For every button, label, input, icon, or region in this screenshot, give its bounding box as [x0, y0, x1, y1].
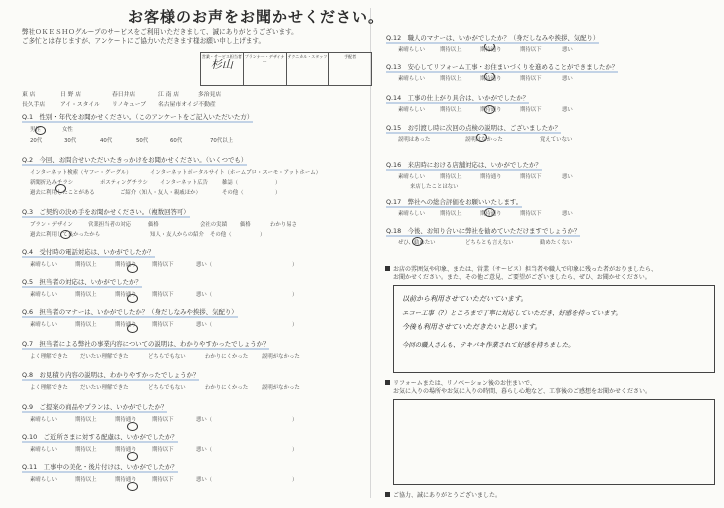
- answer-mark: [127, 482, 138, 491]
- question-9-option[interactable]: 期待以下: [152, 417, 174, 423]
- question-8-option[interactable]: どちらでもない: [148, 385, 186, 391]
- handwritten-comment-line: エコー工事（?）ところまで丁寧に対応していただき、好感を持っています。: [402, 309, 622, 317]
- question-14-option[interactable]: 期待以上: [440, 107, 462, 113]
- question-6-label: Q.6 担当者のマナーは、いかがでしたか？（身だしなみや挨拶、気配り）: [22, 308, 238, 316]
- question-1-option[interactable]: 女性: [62, 127, 73, 133]
- question-10-option[interactable]: 悪い（: [196, 447, 213, 453]
- question-8-option[interactable]: わかりにくかった: [205, 385, 249, 391]
- question-17-option[interactable]: 悪い: [562, 211, 573, 217]
- question-7-label: Q.7 担当者による弊社の事業内容についての説明は、わかりやすかったでしょうか？: [22, 340, 270, 348]
- question-1-option[interactable]: 男性: [30, 127, 41, 133]
- question-7-option[interactable]: わかりにくかった: [205, 354, 249, 360]
- comment-box-2-heading: リフォームまたは、リノベーション後のお住まいで、 お気に入りの場所やお気に入りの時間、暮らし心地など、工事後のご感想をお聞かせください。: [385, 380, 651, 396]
- question-17-option[interactable]: 素晴らしい: [398, 211, 425, 217]
- question-15-label: Q.15 お引渡し時に次回の点検の説明は、ございましたか？: [386, 124, 561, 132]
- intro-line: ご多忙とは存じますが、アンケートにご協力いただきます様お願い申し上げます。: [22, 37, 266, 45]
- question-14-option[interactable]: 期待以下: [520, 107, 542, 113]
- question-14-option[interactable]: 素晴らしい: [398, 107, 425, 113]
- question-3-option[interactable]: 過去に利用して良かったから: [30, 232, 101, 238]
- question-9-option[interactable]: 期待以上: [75, 417, 97, 423]
- question-8-option[interactable]: 説明がなかった: [262, 385, 300, 391]
- question-2-option[interactable]: インターネット広告: [160, 180, 209, 186]
- question-10-option[interactable]: 素晴らしい: [30, 447, 57, 453]
- question-13-label: Q.13 安心してリフォーム工事・お住まいづくりを進めることができましたか？: [386, 63, 619, 71]
- question-14-option[interactable]: 悪い: [562, 107, 573, 113]
- question-4-option[interactable]: 期待以下: [152, 262, 174, 268]
- question-3-option[interactable]: ）: [260, 232, 266, 238]
- question-11-option[interactable]: 期待以下: [152, 477, 174, 483]
- question-12-option[interactable]: 期待以下: [520, 47, 542, 53]
- question-11-label: Q.11 工事中の美化・後片付けは、いかがでしたか？: [22, 463, 178, 471]
- question-8-label: Q.8 お見積り内容の説明は、わかりやすかったでしょうか？: [22, 371, 200, 379]
- question-5-option[interactable]: 素晴らしい: [30, 292, 57, 298]
- question-12-option[interactable]: 期待以上: [440, 47, 462, 53]
- question-17-label: Q.17 弊社への総合評価をお願いいたします。: [386, 198, 523, 206]
- question-3-option[interactable]: わかり易さ: [270, 222, 297, 228]
- question-1-option[interactable]: 20代: [30, 138, 43, 144]
- question-9-option[interactable]: 期待通り: [115, 417, 137, 423]
- question-3-label: Q.3 ご契約の決め手をお聞かせください。（複数回答可）: [22, 208, 190, 216]
- question-7-option[interactable]: 説明がなかった: [262, 354, 300, 360]
- question-14-label: Q.14 工事の仕上がり具合は、いかがでしたか？: [386, 94, 530, 102]
- question-10-option[interactable]: ）: [292, 447, 298, 453]
- stamp-cell: 手配者: [344, 54, 357, 59]
- intro-line: 弊社ＯＫＥＳＨＯグループのサービスをご利用いただきまして、誠にありがとうございます。: [22, 28, 298, 36]
- question-4-option[interactable]: 悪い（: [196, 262, 213, 268]
- question-2-option[interactable]: ポスティングチラシ: [100, 180, 148, 186]
- question-8-option[interactable]: よく理解できた: [30, 385, 68, 391]
- answer-mark: [127, 452, 138, 461]
- question-9-option[interactable]: 素晴らしい: [30, 417, 57, 423]
- question-1-option[interactable]: 50代: [136, 138, 149, 144]
- question-18-option[interactable]: 勧めたくない: [540, 240, 573, 246]
- question-16-option[interactable]: 期待以上: [440, 174, 462, 180]
- question-10-option[interactable]: 期待以上: [75, 447, 97, 453]
- question-15-option[interactable]: 覚えていない: [540, 137, 573, 143]
- question-11-option[interactable]: 悪い（: [196, 477, 213, 483]
- question-11-option[interactable]: ）: [292, 477, 298, 483]
- intro-text: [22, 28, 298, 46]
- question-5-option[interactable]: 悪い（: [196, 292, 213, 298]
- question-1-label: Q.1 性別・年代をお聞かせください。（このアンケートをご記入いただいた方）: [22, 113, 254, 121]
- question-4-option[interactable]: ）: [292, 262, 298, 268]
- question-1-option[interactable]: 30代: [64, 138, 77, 144]
- question-2-option[interactable]: ご紹介（知人・友人・親戚ほか）: [120, 190, 201, 196]
- thanks-footer: ご協力、誠にありがとうございました。: [385, 490, 501, 499]
- question-8-option[interactable]: だいたい理解できた: [80, 385, 129, 391]
- question-10-label: Q.10 ご近所さまに対する配慮は、いかがでしたか？: [22, 433, 178, 441]
- question-16-label: Q.16 来店時における店舗対応は、いかがでしたか？: [386, 161, 542, 169]
- question-16-option[interactable]: 期待通り: [480, 174, 502, 180]
- question-3-option[interactable]: 会社の実績: [200, 222, 227, 228]
- staff-stamp-table: [200, 52, 372, 86]
- question-2-label: Q.2 今回、お問合せいただいたきっかけをお聞かせください。（いくつでも）: [22, 156, 248, 164]
- question-6-option[interactable]: 期待以下: [152, 322, 174, 328]
- question-9-label: Q.9 ご提案の商品やプランは、いかがでしたか？: [22, 403, 168, 411]
- question-12-option[interactable]: 期待通り: [480, 47, 502, 53]
- question-18-label: Q.18 今後、お知り合いに弊社を勧めていただけますでしょうか？: [386, 227, 581, 235]
- question-17-option[interactable]: 期待通り: [480, 211, 502, 217]
- answer-mark: [127, 422, 138, 431]
- question-2-option[interactable]: 雑誌（: [222, 180, 239, 186]
- question-7-option[interactable]: だいたい理解できた: [80, 354, 129, 360]
- question-5-option[interactable]: ）: [292, 292, 298, 298]
- question-10-option[interactable]: 期待以下: [152, 447, 174, 453]
- question-1-option[interactable]: 40代: [100, 138, 113, 144]
- stamp-cell: 営業・サービス担当者 杉山: [201, 53, 244, 85]
- question-16-option[interactable]: 期待以下: [520, 174, 542, 180]
- question-17-option[interactable]: 期待以下: [520, 211, 542, 217]
- stamp-cell: プランナー・デザイナー: [244, 53, 287, 85]
- question-2-option[interactable]: ）: [275, 190, 281, 196]
- question-16-option[interactable]: 悪い: [562, 174, 573, 180]
- question-13-option[interactable]: 期待以下: [520, 76, 542, 82]
- question-2-option[interactable]: その他（: [222, 190, 244, 196]
- question-4-label: Q.4 受付時の電話対応は、いかがでしたか？: [22, 248, 155, 256]
- question-10-option[interactable]: 期待通り: [115, 447, 137, 453]
- question-2-option[interactable]: 新聞折込みチラシ: [30, 180, 74, 186]
- question-16-option[interactable]: 来店したことはない: [410, 184, 459, 190]
- question-4-option[interactable]: 期待通り: [115, 262, 137, 268]
- question-13-option[interactable]: 悪い: [562, 76, 573, 82]
- handwritten-comment-line: 今後も利用させていただきたいと思います。: [402, 323, 542, 331]
- question-1-option[interactable]: 60代: [170, 138, 183, 144]
- question-3-option[interactable]: 知人・友人からの紹介: [150, 232, 204, 238]
- question-11-option[interactable]: 期待以上: [75, 477, 97, 483]
- question-17-option[interactable]: 期待以上: [440, 211, 462, 217]
- question-9-option[interactable]: ）: [292, 417, 298, 423]
- question-3-option[interactable]: 価格: [240, 222, 251, 228]
- handwritten-comment-line: 以前から利用させていただいています。: [402, 295, 528, 303]
- question-5-label: Q.5 担当者の対応は、いかがでしたか？: [22, 278, 142, 286]
- question-7-option[interactable]: よく理解できた: [30, 354, 68, 360]
- question-2-option[interactable]: 過去に利用したことがある: [30, 190, 95, 196]
- question-15-option[interactable]: 説明はあった: [398, 137, 431, 143]
- question-5-option[interactable]: 期待以下: [152, 292, 174, 298]
- question-12-option[interactable]: 悪い: [562, 47, 573, 53]
- question-11-option[interactable]: 期待通り: [115, 477, 137, 483]
- question-14-option[interactable]: 期待通り: [480, 107, 502, 113]
- question-11-option[interactable]: 素晴らしい: [30, 477, 57, 483]
- question-2-option[interactable]: ）: [275, 180, 281, 186]
- comment-box-2[interactable]: [393, 399, 715, 485]
- question-2-option[interactable]: インターネット検索（ヤフー・グーグル）: [30, 170, 132, 176]
- question-6-option[interactable]: 期待以上: [75, 322, 97, 328]
- handwritten-comment-line: 今回の職人さんも、テキパキ作業されて好感を持ちました。: [402, 341, 575, 349]
- question-1-option[interactable]: 70代以上: [210, 138, 234, 144]
- question-3-option[interactable]: 営業担当者の対応: [88, 222, 132, 228]
- question-4-option[interactable]: 期待以上: [75, 262, 97, 268]
- question-9-option[interactable]: 悪い（: [196, 417, 213, 423]
- question-12-option[interactable]: 素晴らしい: [398, 47, 425, 53]
- area-checklist: 東 店 日 野 店 春日井店 江 南 店 多治見店 長久手店 アイ・スタイル リノキューブ 名古屋市オイジ不動産: [22, 92, 222, 108]
- question-13-option[interactable]: 素晴らしい: [398, 76, 425, 82]
- question-5-option[interactable]: 期待以上: [75, 292, 97, 298]
- question-13-option[interactable]: 期待通り: [480, 76, 502, 82]
- comment-box-1-heading: お店の雰囲気や印象、または、営業（サービス）担当者や職人で印象に残った者がおりましたら、 お聞かせください。また、その他ご意見、ご要望がございましたら、ぜひ、お聞かせください。: [385, 266, 657, 282]
- question-6-option[interactable]: 素晴らしい: [30, 322, 57, 328]
- question-6-option[interactable]: 悪い（: [196, 322, 213, 328]
- question-4-option[interactable]: 素晴らしい: [30, 262, 57, 268]
- question-2-option[interactable]: インターネットポータルサイト（ホームプロ・スーモ・アットホーム）: [150, 170, 321, 176]
- question-3-option[interactable]: その他（: [210, 232, 232, 238]
- stamp-cell: テクニカル・スタッフ: [287, 53, 330, 85]
- question-6-option[interactable]: 期待通り: [115, 322, 137, 328]
- question-3-option[interactable]: プラン・デザイン: [30, 222, 73, 228]
- question-15-option[interactable]: 説明はなかった: [465, 137, 503, 143]
- question-13-option[interactable]: 期待以上: [440, 76, 462, 82]
- handwritten-name: 杉山: [210, 58, 233, 71]
- question-3-option[interactable]: 価格: [148, 222, 159, 228]
- question-18-option[interactable]: どちらとも言えない: [465, 240, 514, 246]
- question-7-option[interactable]: どちらでもない: [148, 354, 186, 360]
- question-16-option[interactable]: 素晴らしい: [398, 174, 425, 180]
- question-12-label: Q.12 職人のマナーは、いかがでしたか？（身だしなみや挨拶、気配り）: [386, 34, 600, 42]
- question-6-option[interactable]: ）: [292, 322, 298, 328]
- question-18-option[interactable]: ぜひ、勧めたい: [398, 240, 436, 246]
- question-5-option[interactable]: 期待通り: [115, 292, 137, 298]
- page-title: お客様のお声をお聞かせください。: [128, 8, 385, 26]
